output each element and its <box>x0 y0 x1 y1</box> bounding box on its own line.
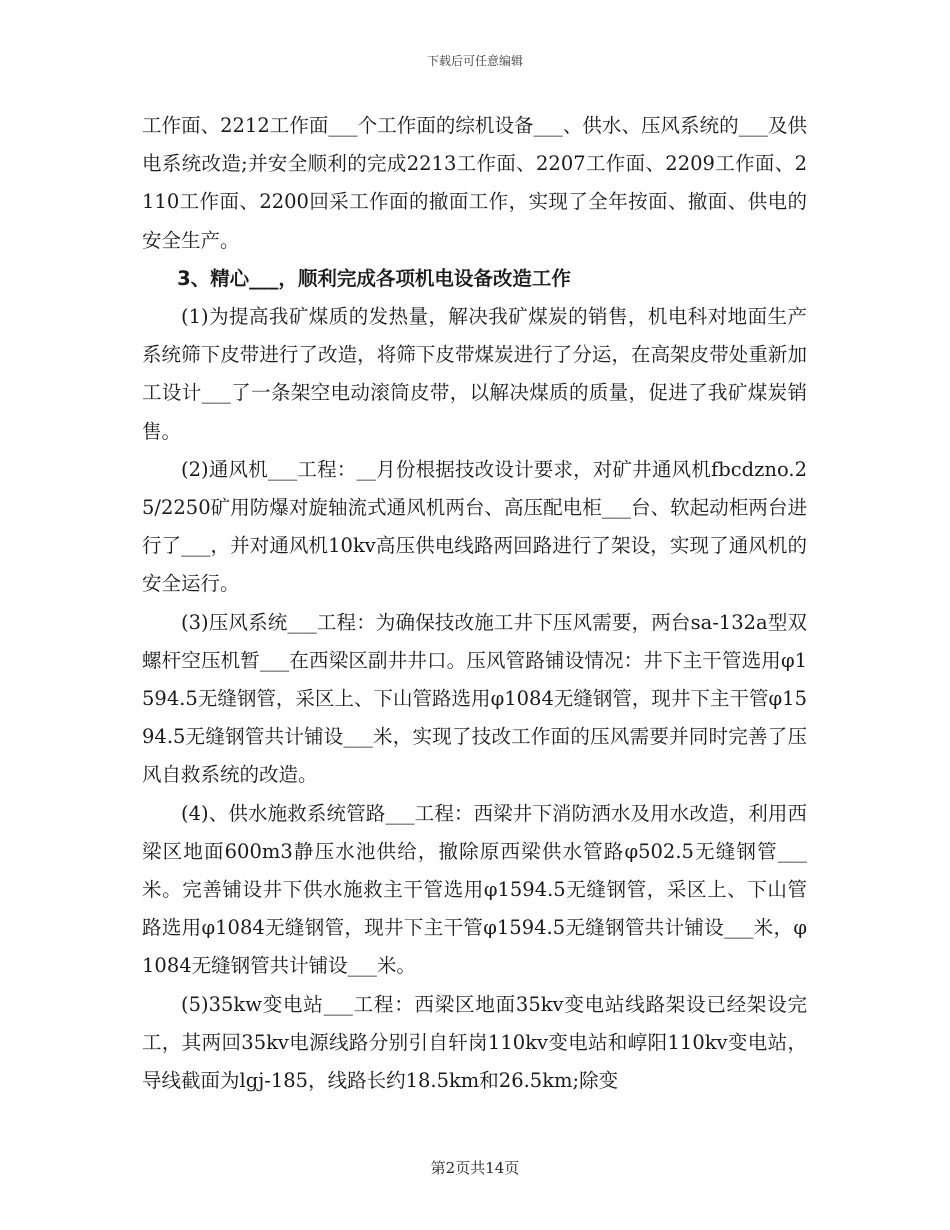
section-heading: 3、精心___，顺利完成各项机电设备改造工作 <box>177 266 571 290</box>
paragraph-continuation: 工作面、2212工作面___个工作面的综机设备___、供水、压风系统的___及供电系统改造;并安全顺利的完成2213工作面、2207工作面、2209工作面、2110工作面、2200回采工作面的撤面工作，实现了全年按面、撤面、供电的安全生产。 <box>142 114 807 252</box>
paragraph-item-3: (3)压风系统___工程：为确保技改施工井下压风需要，两台sa-132a型双螺杆空压机暂___在西梁区副井井口。压风管路铺设情况：井下主干管选用φ1594.5无缝钢管，采区上、下山管路选用φ1084无缝钢管，现井下主干管φ1594.5无缝钢管共计铺设___米，实现了技改工作面的压风需要并同时完善了压风自救系统的改造。 <box>142 610 807 787</box>
paragraph-item-2: (2)通风机___工程：__月份根据技改设计要求，对矿井通风机fbcdzno.25/2250矿用防爆对旋轴流式通风机两台、高压配电柜___台、软起动柜两台进行了___，并对通风机10kv高压供电线路两回路进行了架设，实现了通风机的安全运行。 <box>142 457 807 596</box>
paragraph-item-1: (1)为提高我矿煤质的发热量，解决我矿煤炭的销售，机电科对地面生产系统筛下皮带进行了改造，将筛下皮带煤炭进行了分运，在高架皮带处重新加工设计___了一条架空电动滚筒皮带，以解决煤质的质量，促进了我矿煤炭销售。 <box>142 305 807 443</box>
paragraph-item-5: (5)35kw变电站___工程：西梁区地面35kv变电站线路架设已经架设完工，其两回35kv电源线路分别引自轩岗110kv变电站和崞阳110kv变电站，导线截面为lgj-185，线路长约18.5km和26.5km;除变 <box>142 992 807 1093</box>
document-body <box>142 107 807 1100</box>
page-footer: 第2页共14页 <box>430 1159 520 1177</box>
page-header: 下载后可任意编辑 <box>426 54 523 68</box>
paragraph-item-4: (4)、供水施救系统管路___工程：西梁井下消防洒水及用水改造，利用西梁区地面600m3静压水池供给，撤除原西梁供水管路φ502.5无缝钢管___米。完善铺设井下供水施救主干管选用φ1594.5无缝钢管，采区上、下山管路选用φ1084无缝钢管，现井下主干管φ1594.5无缝钢管共计铺设___米，φ1084无缝钢管共计铺设___米。 <box>142 801 807 978</box>
